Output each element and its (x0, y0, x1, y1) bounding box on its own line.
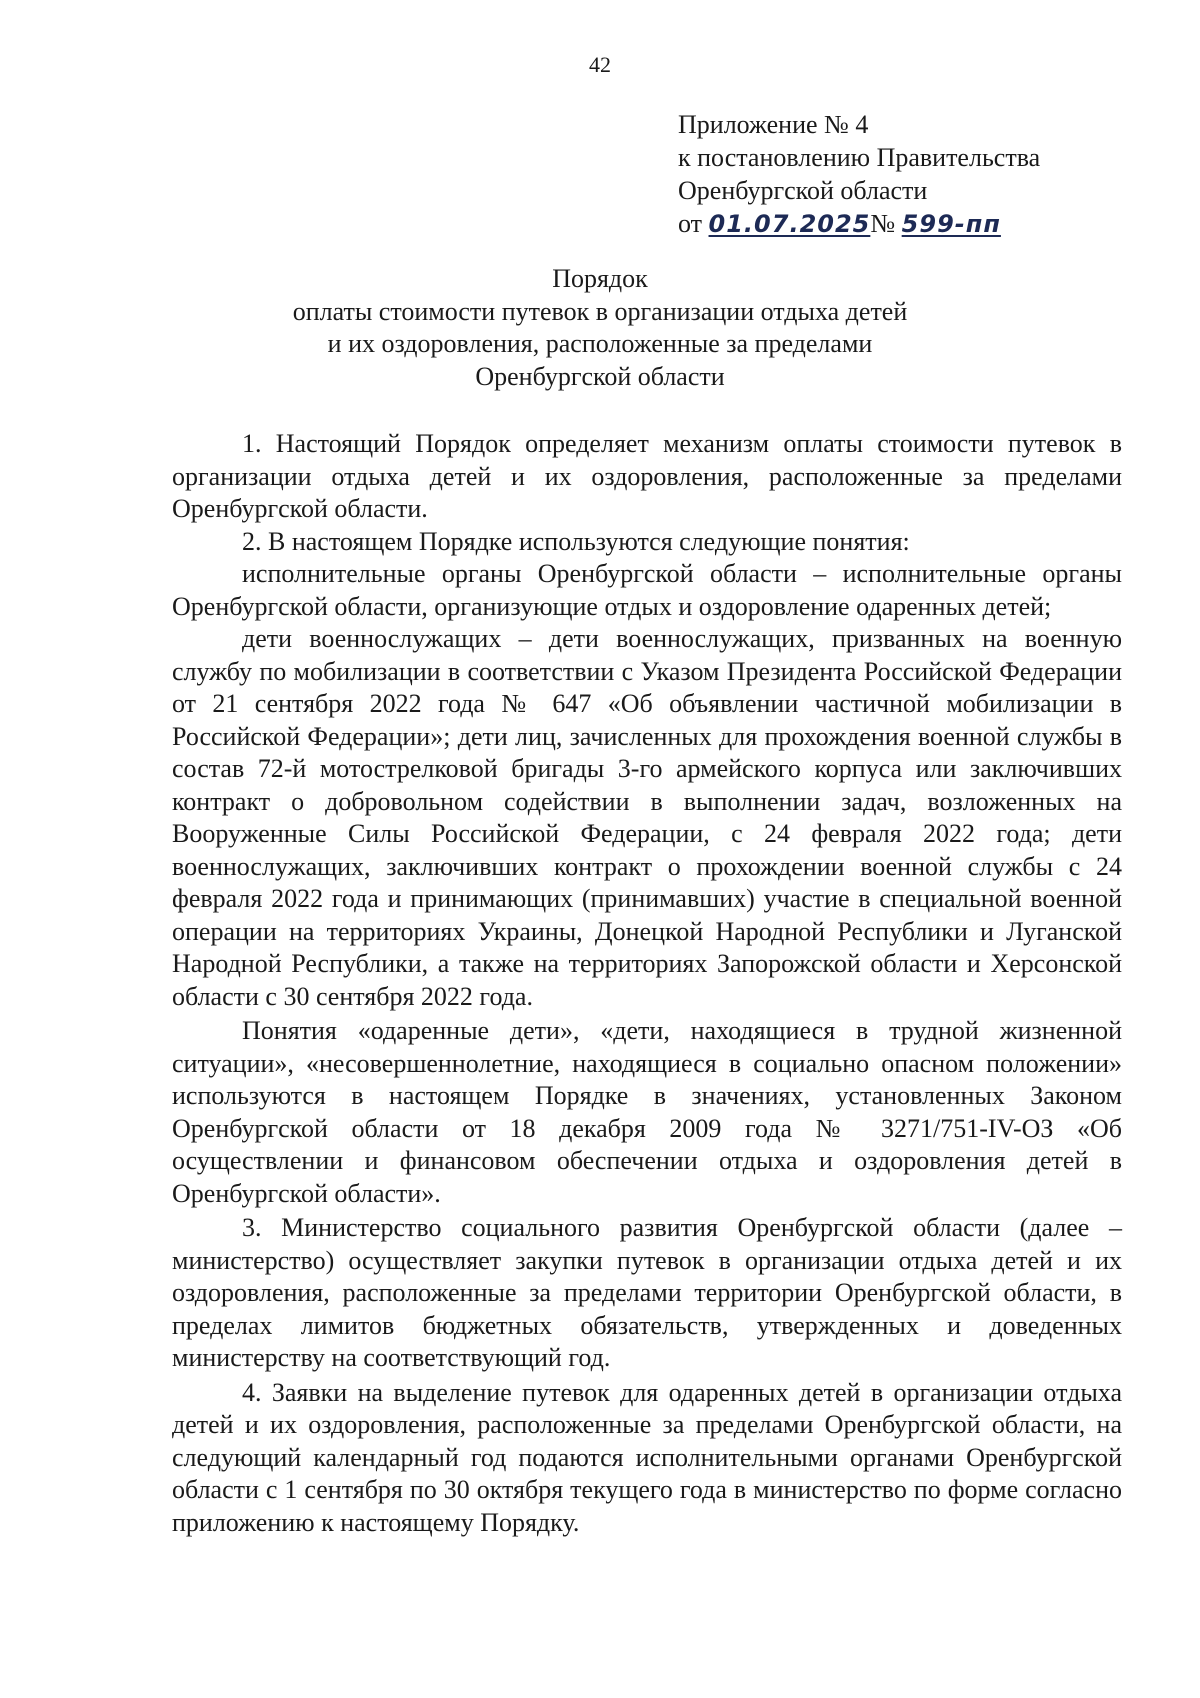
appendix-header (678, 108, 1040, 241)
page-number: 42 (589, 52, 611, 77)
title-line-1: Порядок (552, 264, 648, 293)
title-line-4: Оренбургской области (475, 361, 725, 391)
appendix-date-line (678, 207, 1040, 241)
title-line-2: оплаты стоимости путевок в организации отдыха детей (292, 296, 908, 326)
appendix-region: Оренбургской области (678, 176, 928, 205)
number-sign: № (870, 209, 896, 238)
paragraph-definitions-law: Понятия «одаренные дети», «дети, находящиеся в трудной жизненной ситуации», «несовершеннолетние, находящиеся в социально опасном положении» используются в настоящем Порядке в значениях, установленных Законом Оренбургской области от 18 декабря 2009 года № 3271/751-IV-ОЗ «Об осуществлении и финансовом обеспечении отдыха и оздоровления детей в Оренбургской области». (172, 1016, 1122, 1208)
paragraph-definition-executive-bodies: исполнительные органы Оренбургской области – исполнительные органы Оренбургской области, организующие отдых и оздоровление одаренных детей; (172, 559, 1122, 621)
document-body (172, 428, 1122, 1539)
appendix-title: Приложение № 4 (678, 110, 869, 139)
handwritten-number: 599-пп (901, 210, 1001, 238)
document-title (240, 263, 960, 393)
paragraph-3: 3. Министерство социального развития Оренбургской области (далее – министерство) осуществляет закупки путевок в организации отдыха детей и их оздоровления, расположенные за пределами территории Оренбургской области, в пределах лимитов бюджетных обязательств, утвержденных и доведенных министерству на соответствующий год. (172, 1213, 1122, 1372)
paragraph-2: 2. В настоящем Порядке используются следующие понятия: (242, 526, 910, 556)
title-line-3: и их оздоровления, расположенные за пределами (327, 329, 873, 358)
appendix-resolution: к постановлению Правительства (678, 143, 1041, 172)
handwritten-date: 01.07.2025 (708, 210, 871, 238)
appendix-from-prefix: от (678, 209, 703, 238)
paragraph-definition-military-children: дети военнослужащих – дети военнослужащих, призванных на военную службу по мобилизации в соответствии с Указом Президента Российской Федерации от 21 сентября 2022 года № 647 «Об объявлении частичной мобилизации в Российской Федерации»; дети лиц, зачисленных для прохождения военной службы в состав 72-й мотострелковой бригады 3-го армейского корпуса или заключивших контракт о добровольном содействии в выполнении задач, возложенных на Вооруженные Силы Российской Федерации, с 24 февраля 2022 года; дети военнослужащих, заключивших контракт о прохождении военной службы с 24 февраля 2022 года и принимающих (принимавших) участие в специальной военной операции на территориях Украины, Донецкой Народной Республики и Луганской Народной Республики, а также на территориях Запорожской области и Херсонской области с 30 сентября 2022 года. (172, 624, 1122, 1011)
paragraph-1: 1. Настоящий Порядок определяет механизм оплаты стоимости путевок в организации отдыха детей и их оздоровления, расположенные за пределами Оренбургской области. (172, 429, 1122, 523)
paragraph-4: 4. Заявки на выделение путевок для одаренных детей в организации отдыха детей и их оздоровления, расположенные за пределами Оренбургской области, на следующий календарный год подаются исполнительными органами Оренбургской области с 1 сентября по 30 октября текущего года в министерство по форме согласно приложению к настоящему Порядку. (172, 1377, 1122, 1537)
